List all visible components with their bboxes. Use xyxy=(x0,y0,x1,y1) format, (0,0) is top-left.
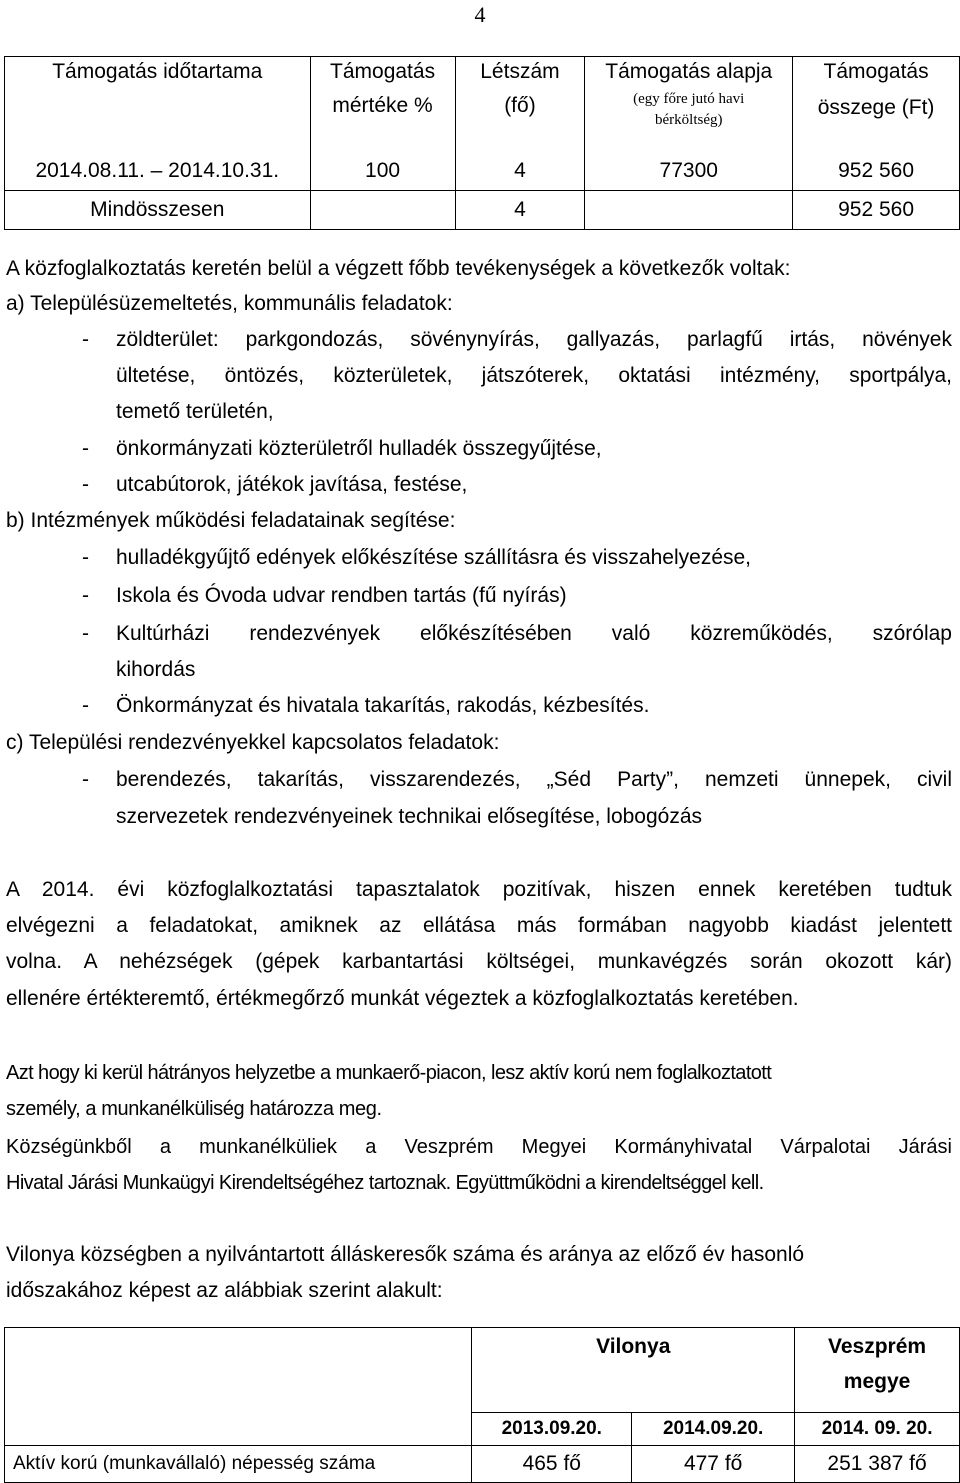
list-item: utcabútorok, játékok javítása, festése, xyxy=(116,473,468,496)
value-cell: 251 387 fő xyxy=(795,1446,960,1483)
section-b-title: b) Intézmények működési feladatainak segítése: xyxy=(6,509,456,532)
paragraph-line: Községünkből a munkanélküliek a Veszprém Megyei Kormányhivatal Várpalotai Járási xyxy=(6,1136,952,1158)
date-cell: 2014.09.20. xyxy=(632,1413,795,1446)
value-cell: 477 fő xyxy=(632,1446,795,1483)
list-item: hulladékgyűjtő edények előkészítése szállításra és visszahelyezése, xyxy=(116,546,752,569)
list-item: Önkormányzat és hivatala takarítás, rakodás, kézbesítés. xyxy=(116,694,650,717)
cell-amount: 952 560 xyxy=(793,152,960,191)
table-row xyxy=(5,1446,960,1483)
list-item: zöldterület: parkgondozás, sövénynyírás, gallyazás, parlagfű irtás, növények xyxy=(116,328,952,351)
list-item: temető területén, xyxy=(116,400,274,423)
section-a-title: a) Településüzemeltetés, kommunális feladatok: xyxy=(6,292,453,315)
date-cell: 2013.09.20. xyxy=(472,1413,632,1446)
list-item: szervezetek rendezvényeinek technikai elősegítése, lobogózás xyxy=(116,805,703,828)
cell-percent: 100 xyxy=(310,152,455,191)
date-cell: 2014. 09. 20. xyxy=(795,1413,960,1446)
list-item: önkormányzati közterületről hulladék összegyűjtése, xyxy=(116,437,602,460)
paragraph-line: volna. A nehézségek (gépek karbantartási költségei, munkavégzés során okozott kár) xyxy=(6,950,952,973)
page-number: 4 xyxy=(474,2,486,27)
list-item: kihordás xyxy=(116,658,196,681)
table-row xyxy=(5,152,960,191)
jobseeker-table xyxy=(4,1327,960,1483)
paragraph-line: A 2014. évi közfoglalkoztatási tapasztalatok pozitívak, hiszen ennek keretében tudtuk xyxy=(6,878,952,901)
header-period: Támogatás időtartama xyxy=(5,57,311,153)
paragraph-line: személy, a munkanélküliség határozza meg. xyxy=(6,1098,382,1120)
header-vilonya: Vilonya xyxy=(472,1328,795,1413)
bullet-dash: - xyxy=(82,622,89,645)
paragraph-line: Azt hogy ki kerül hátrányos helyzetbe a munkaerő-piacon, lesz aktív korú nem foglalkoztatott xyxy=(6,1062,772,1084)
list-item: Kultúrházi rendezvények előkészítésében való közreműködés, szórólap xyxy=(116,622,952,645)
intro-text: A közfoglalkoztatás keretén belül a végzett főbb tevékenységek a következők voltak: xyxy=(6,257,791,280)
paragraph-line: időszakához képest az alábbiak szerint alakult: xyxy=(6,1279,443,1302)
paragraph-line: Vilonya községben a nyilvántartott álláskeresők száma és aránya az előző év hasonló xyxy=(6,1243,805,1266)
paragraph-line: ellenére értékteremtő, értékmegőrző munkát végeztek a közfoglalkoztatás keretében. xyxy=(6,987,799,1010)
bullet-dash: - xyxy=(82,546,89,569)
row-label: Aktív korú (munkavállaló) népesség száma xyxy=(5,1446,472,1483)
total-label: Mindösszesen xyxy=(5,191,311,230)
cell-period: 2014.08.11. – 2014.10.31. xyxy=(5,152,311,191)
list-item: ültetése, öntözés, közterületek, játszóterek, oktatási intézmény, sportpálya, xyxy=(116,364,952,387)
paragraph-line: Hivatal Járási Munkaügyi Kirendeltségéhez tartoznak. Együttműködni a kirendeltséggel kell. xyxy=(6,1172,764,1194)
table-total-row xyxy=(5,191,960,230)
bullet-dash: - xyxy=(82,473,89,496)
cell-headcount: 4 xyxy=(455,152,585,191)
list-item: Iskola és Óvoda udvar rendben tartás (fű nyírás) xyxy=(116,584,567,607)
support-table-header xyxy=(5,57,960,153)
bullet-dash: - xyxy=(82,437,89,460)
header-headcount: Létszám (fő) xyxy=(455,57,585,153)
paragraph-line: elvégezni a feladatokat, amiknek az ellátása más formában nagyobb kiadást jelentett xyxy=(6,914,952,937)
section-c-title: c) Települési rendezvényekkel kapcsolatos feladatok: xyxy=(6,731,500,754)
bullet-dash: - xyxy=(82,694,89,717)
total-amount: 952 560 xyxy=(793,191,960,230)
bullet-dash: - xyxy=(82,328,89,351)
jobseeker-table-header xyxy=(5,1328,960,1413)
header-percent: Támogatás mértéke % xyxy=(310,57,455,153)
value-cell: 465 fő xyxy=(472,1446,632,1483)
cell-basis: 77300 xyxy=(585,152,793,191)
list-item: berendezés, takarítás, visszarendezés, „Séd Party”, nemzeti ünnepek, civil xyxy=(116,768,952,791)
header-basis: Támogatás alapja (egy főre jutó havi bérköltség) xyxy=(585,57,793,153)
bullet-dash: - xyxy=(82,584,89,607)
header-amount: Támogatás összege (Ft) xyxy=(793,57,960,153)
header-megye: Veszprém megye xyxy=(795,1328,960,1413)
support-table xyxy=(4,56,960,230)
total-headcount: 4 xyxy=(455,191,585,230)
bullet-dash: - xyxy=(82,768,89,791)
